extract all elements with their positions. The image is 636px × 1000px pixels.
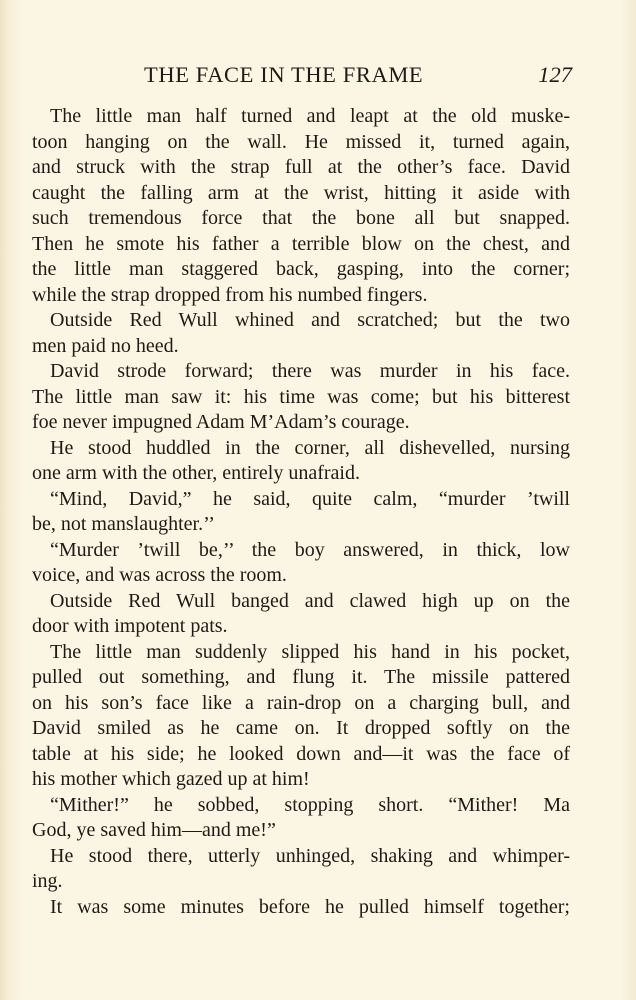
text-line: Then he smote his father a terrible blow on the chest, and <box>32 232 570 255</box>
text-line: “Mither!” he sobbed, stopping short. “Mither! Ma <box>50 793 570 816</box>
text-line: be, not manslaughter.’’ <box>32 513 215 535</box>
text-line: He stood there, utterly unhinged, shaking and whimper- <box>50 844 570 867</box>
text-line: The little man half turned and leapt at the old muske- <box>50 105 570 127</box>
text-line: He stood huddled in the corner, all dishevelled, nursing <box>50 436 570 459</box>
text-line: men paid no heed. <box>32 334 179 357</box>
text-line: “Murder ’twill be,’’ the boy answered, in thick, low <box>50 538 570 561</box>
text-line: The little man suddenly slipped his hand in his pocket, <box>50 640 570 663</box>
text-line: toon hanging on the wall. He missed it, turned again, <box>32 130 570 153</box>
text-line: David strode forward; there was murder in his face. <box>50 360 570 382</box>
text-line: while the strap dropped from his numbed fingers. <box>32 283 428 306</box>
text-line: Outside Red Wull whined and scratched; but the two <box>50 309 570 331</box>
text-line: God, ye saved him—and me!” <box>32 819 276 841</box>
text-line: ing. <box>32 870 63 892</box>
page-number: 127 <box>538 62 572 87</box>
text-line: pulled out something, and flung it. The missile pattered <box>32 666 570 688</box>
page-header <box>32 62 572 94</box>
text-line: David smiled as he came on. It dropped softly on the <box>32 717 570 739</box>
text-line: such tremendous force that the bone all but snapped. <box>32 207 570 229</box>
text-line: on his son’s face like a rain-drop on a charging bull, and <box>32 691 570 714</box>
text-line: one arm with the other, entirely unafraid. <box>32 462 360 484</box>
text-line: the little man staggered back, gasping, into the corner; <box>32 258 570 280</box>
text-line: It was some minutes before he pulled himself together; <box>50 895 570 918</box>
text-line: “Mind, David,” he said, quite calm, “murder ’twill <box>50 487 570 510</box>
text-line: Outside Red Wull banged and clawed high up on the <box>50 589 570 612</box>
running-title: THE FACE IN THE FRAME <box>144 62 424 87</box>
text-line: table at his side; he looked down and—it was the face of <box>32 742 570 765</box>
text-line: his mother which gazed up at him! <box>32 768 310 790</box>
body-text <box>32 104 570 920</box>
text-line: voice, and was across the room. <box>32 564 287 586</box>
text-line: and struck with the strap full at the other’s face. David <box>32 156 570 178</box>
text-line: door with impotent pats. <box>32 615 228 637</box>
text-line: foe never impugned Adam M’Adam’s courage. <box>32 411 410 433</box>
text-line: caught the falling arm at the wrist, hitting it aside with <box>32 181 570 204</box>
text-line: The little man saw it: his time was come; but his bitterest <box>32 385 570 408</box>
